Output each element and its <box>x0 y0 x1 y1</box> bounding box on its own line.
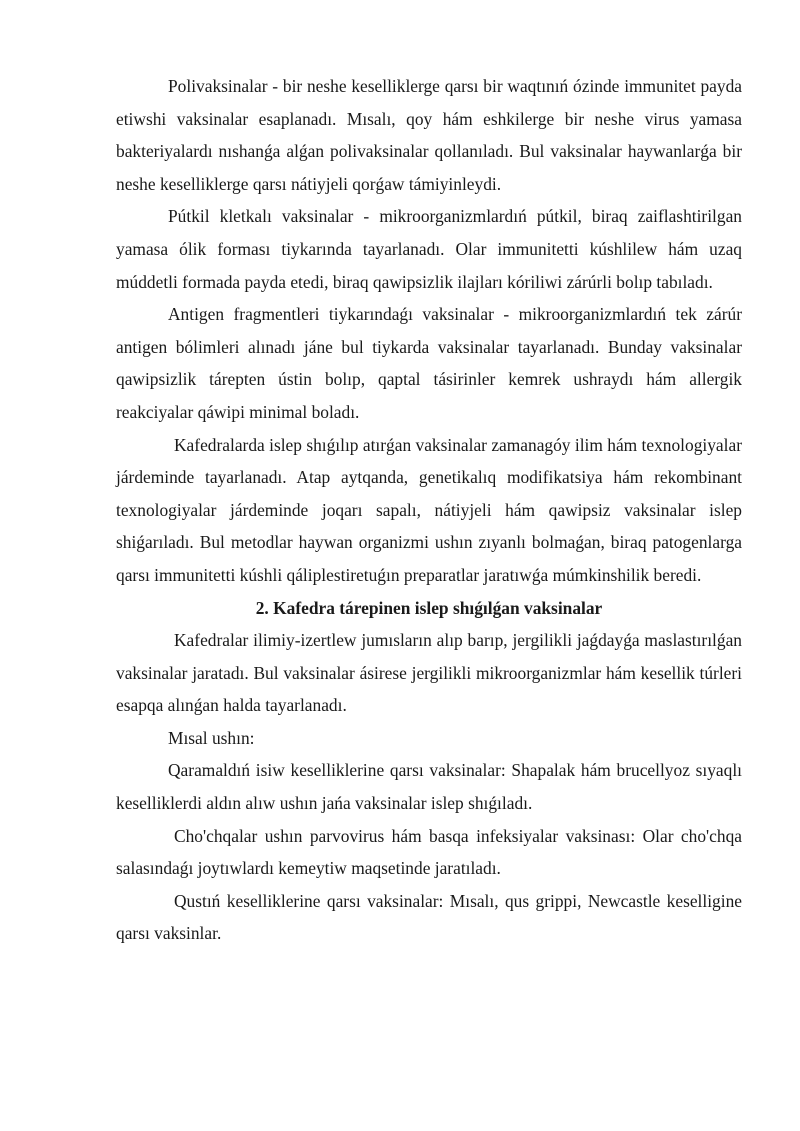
paragraph-chochqalar: Cho'chqalar ushın parvovirus hám basqa infeksiyalar vaksinası: Olar cho'chqa salasındaǵı joytıwlardı kemeytiw maqsetinde jaratıladı. <box>116 825 742 879</box>
paragraph-misal-ushin: Mısal ushın: <box>168 727 255 748</box>
paragraph-kafedralar: Kafedralar ilimiy-izertlew jumısların alıp barıp, jergilikli jaǵdayǵa maslastırılǵan vaksinalar jaratadı. Bul vaksinalar ásirese jergilikli mikroorganizmlar hám kesellik túrleri esapqa alınǵan halda tayarlanadı. <box>116 630 742 716</box>
paragraph-kafedralarda: Kafedralarda islep shıǵılıp atırǵan vaksinalar zamanagóy ilim hám texnologiyalar járdeminde tayarlanadı. Atap aytqanda, genetikalıq modifikatsiya hám rekombinant texnologiyalar járdeminde joqarı sapalı, nátiyjeli hám qawipsiz vaksinalar islep shiǵarıladı. Bul metodlar haywan organizmi ushın zıyanlı bolmaǵan, biraq patogenlarga qarsı immunitetti kúshli qáliplestiretuǵın preparatlar jaratıwǵa múmkinshilik beredi. <box>116 434 742 585</box>
paragraph-polivaksinalar: Polivaksinalar - bir neshe keselliklerge qarsı bir waqtınıń ózinde immunitet payda etiwshi vaksinalar esaplanadı. Mısalı, qoy hám eshkilerge bir neshe virus yamasa bakteriyalardı nıshanǵa alǵan polivaksinalar qollanıladı. Bul vaksinalar haywanlarǵa bir neshe keselliklerge qarsı nátiyjeli qorǵaw támiyinleydi. <box>116 76 742 194</box>
paragraph-qaramaldin: Qaramaldıń isiw keselliklerine qarsı vaksinalar: Shapalak hám brucellyoz sıyaqlı keselliklerdi aldın alıw ushın jańa vaksinalar islep shıǵıladı. <box>116 760 742 814</box>
paragraph-antigen-fragmentleri: Antigen fragmentleri tiykarındaǵı vaksinalar - mikroorganizmlardıń tek zárúr antigen bólimleri alınadı jáne bul tiykarda vaksinalar tayarlanadı. Bunday vaksinalar qawipsizlik tárepten ústin bolıp, qaptal tásirinler kemrek ushraydı hám allergik reakciyalar qáwipi minimal boladı. <box>116 304 742 422</box>
paragraph-putkil-kletkali: Pútkil kletkalı vaksinalar - mikroorganizmlardıń pútkil, biraq zaiflashtirilgan yamasa ólik forması tiykarında tayarlanadı. Olar immunitetti kúshlilew hám uzaq múddetli formada payda etedi, biraq qawipsizlik ilajları kóriliwi zárúrli bolıp tabıladı. <box>116 206 742 292</box>
document-page <box>116 70 742 950</box>
paragraph-qustin: Qustıń keselliklerine qarsı vaksinalar: Mısalı, qus grippi, Newcastle keselligine qarsı vaksinlar. <box>116 890 742 944</box>
section-heading: 2. Kafedra tárepinen islep shıǵılǵan vaksinalar <box>255 597 603 618</box>
